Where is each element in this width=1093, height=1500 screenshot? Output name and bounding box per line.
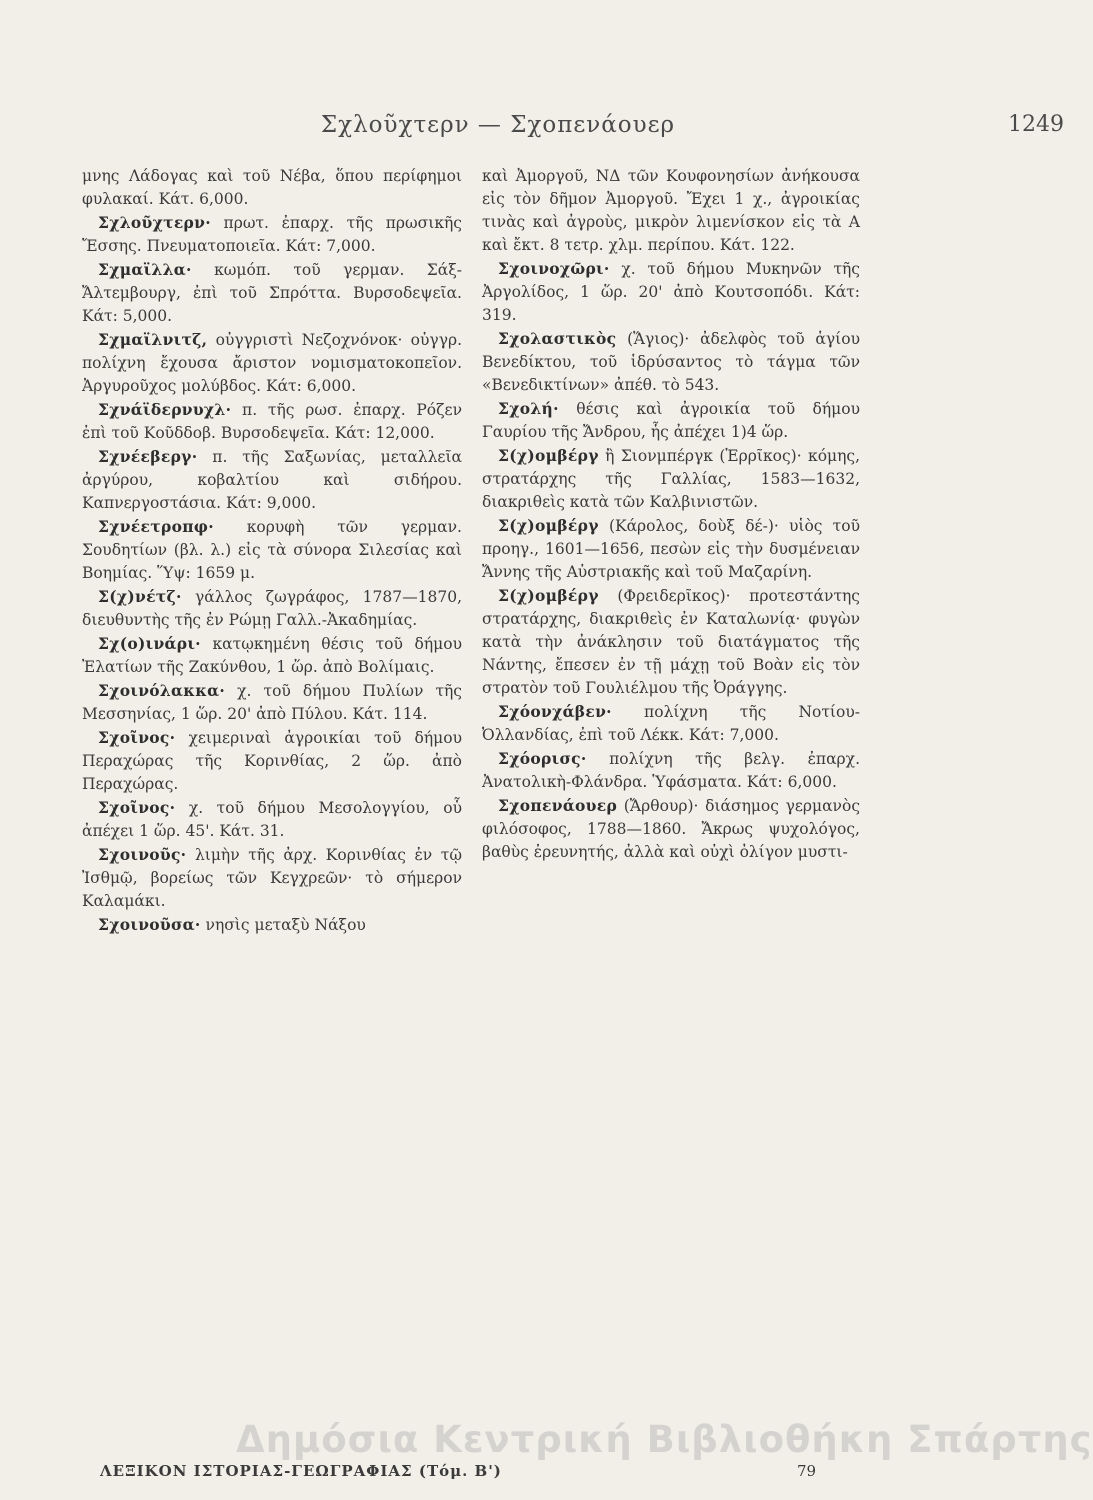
entry-headword: Σχμαϊλλα· [98, 260, 192, 279]
dictionary-entry [482, 794, 860, 864]
entry-text: κωμόπ. τοῦ γερμαν. Σάξ-Ἄλτεμβουργ, ἐπὶ τοῦ Σπρόττα. Βυρσοδεψεῖα. Κάτ: 5,000. [82, 261, 462, 325]
library-watermark: Δημόσια Κεντρική Βιβλιοθήκη Σπάρτης [236, 1418, 1093, 1461]
dictionary-entry [82, 328, 462, 398]
left-column [82, 165, 462, 937]
entry-headword: Σχοινοῦσα· [98, 915, 201, 934]
entry-headword: Σχνέεβεργ· [98, 447, 198, 466]
entry-text: χειμεριναὶ ἀγροικίαι τοῦ δήμου Περαχώρας τῆς Κορινθίας, 2 ὥρ. ἀπὸ Περαχώρας. [82, 729, 462, 793]
dictionary-entry [82, 796, 462, 843]
entry-text: γάλλος ζωγράφος, 1787—1870, διευθυντὴς τῆς ἐν Ρώμῃ Γαλλ.-Ἀκαδημίας. [82, 588, 462, 629]
running-head-title: Σχλοῦχτερν — Σχοπενάουερ [320, 112, 676, 138]
entry-headword: Σχοῖνος· [98, 798, 176, 817]
dictionary-entry [482, 257, 860, 327]
entry-text: χ. τοῦ δήμου Πυλίων τῆς Μεσσηνίας, 1 ὥρ. 20' ἀπὸ Πύλου. Κάτ. 114. [82, 682, 462, 723]
dictionary-entry [82, 843, 462, 913]
entry-headword: Σχλοῦχτερν· [98, 213, 211, 232]
entry-continuation [82, 165, 462, 211]
entry-text: πολίχνη τῆς Νοτίου-Ὀλλανδίας, ἐπὶ τοῦ Λέκκ. Κάτ: 7,000. [482, 703, 860, 744]
entry-headword: Σχοῖνος· [98, 728, 176, 747]
footer-title: ΛΕΞΙΚΟΝ ΙΣΤΟΡΙΑΣ-ΓΕΩΓΡΑΦΙΑΣ (Τόμ. Β') [100, 1462, 502, 1480]
signature-mark: 79 [797, 1462, 817, 1480]
dictionary-entry [82, 585, 462, 632]
entry-headword: Σχοπενάουερ [498, 796, 618, 815]
entry-text: θέσις καὶ ἀγροικία τοῦ δήμου Γαυρίου τῆς Ἄνδρου, ἧς ἀπέχει 1)4 ὥρ. [482, 400, 860, 441]
entry-text: χ. τοῦ δήμου Μυκηνῶν τῆς Ἀργολίδος, 1 ὥρ. 20' ἀπὸ Κουτσοπόδι. Κάτ: 319. [482, 260, 860, 324]
dictionary-entry [82, 445, 462, 515]
entry-text: πολίχνη τῆς βελγ. ἐπαρχ. Ἀνατολικὴ-Φλάνδρα. Ὑφάσματα. Κάτ: 6,000. [482, 750, 860, 791]
entry-text: ἢ Σιονμπέργκ (Ἐρρῖκος)· κόμης, στρατάρχης τῆς Γαλλίας, 1583—1632, διακριθεὶς κατὰ τῶν Καλβινιστῶν. [482, 447, 860, 511]
running-head [0, 112, 1064, 152]
entry-headword: Σχολαστικὸς [498, 329, 617, 348]
dictionary-entry [82, 398, 462, 445]
entry-text: (Ἄρθουρ)· διάσημος γερμανὸς φιλόσοφος, 1788—1860. Ἄκρως ψυχολόγος, βαθὺς ἐρευνητής, ἀλλὰ καὶ οὐχὶ ὀλίγον μυστι- [482, 797, 860, 861]
dictionary-entry [482, 747, 860, 794]
dictionary-entry [482, 327, 860, 397]
dictionary-entry [482, 584, 860, 700]
entry-text: καὶ Ἀμοργοῦ, ΝΔ τῶν Κουφονησίων ἀνήκουσα εἰς τὸν δῆμον Ἀμοργοῦ. Ἔχει 1 χ., ἀγροικίας τινὰς καὶ ἀγροὺς, μικρὸν λιμενίσκον εἰς τὰ Α καὶ ἔκτ. 8 τετρ. χλμ. περίπου. Κάτ. 122. [482, 167, 860, 254]
dictionary-entry [82, 726, 462, 796]
entry-text: λιμὴν τῆς ἀρχ. Κορινθίας ἐν τῷ Ἰσθμῷ, βορείως τῶν Κεγχρεῶν· τὸ σήμερον Καλαμάκι. [82, 846, 462, 910]
entry-text: πρωτ. ἐπαρχ. τῆς πρωσικῆς Ἔσσης. Πνευματοποιεῖα. Κάτ: 7,000. [82, 214, 462, 255]
dictionary-entry [82, 211, 462, 258]
page-footer [82, 1462, 862, 1492]
dictionary-entry [82, 515, 462, 585]
entry-headword: Σχολή· [498, 399, 559, 418]
entry-headword: Σχ(ο)ινάρι· [98, 634, 201, 653]
entry-text: οὐγγριστὶ Νεζοχνόνοκ· οὐγγρ. πολίχνη ἔχουσα ἄριστον νομισματοκοπεῖον. Ἀργυροῦχος μολύβδος. Κάτ: 6,000. [82, 331, 462, 395]
dictionary-entry [82, 679, 462, 726]
dictionary-entry [482, 700, 860, 747]
entry-headword: Σχοινοῦς· [98, 845, 187, 864]
entry-text: κατῳκημένη θέσις τοῦ δήμου Ἐλατίων τῆς Ζακύνθου, 1 ὥρ. ἀπὸ Βολίμαις. [82, 635, 462, 676]
dictionary-entry [482, 444, 860, 514]
dictionary-entry [82, 258, 462, 328]
dictionary-entry [482, 514, 860, 584]
right-column [482, 165, 860, 864]
entry-headword: Σχοινόλακκα· [98, 681, 226, 700]
entry-headword: Σ(χ)ομβέργ [498, 516, 599, 535]
entry-headword: Σ(χ)νέτζ· [98, 587, 182, 606]
dictionary-entry [82, 913, 462, 937]
entry-headword: Σχνάϊδερνυχλ· [98, 400, 232, 419]
entry-continuation [482, 165, 860, 257]
entry-headword: Σ(χ)ομβέργ [498, 586, 599, 605]
entry-text: κορυφὴ τῶν γερμαν. Σουδητίων (βλ. λ.) εἰς τὰ σύνορα Σιλεσίας καὶ Βοημίας. Ὕψ: 1659 μ. [82, 518, 462, 582]
entry-text: μνης Λάδογας καὶ τοῦ Νέβα, ὅπου περίφημοι φυλακαί. Κάτ. 6,000. [82, 167, 462, 208]
entry-headword: Σχνέετροπφ· [98, 517, 214, 536]
entry-text: π. τῆς ρωσ. ἐπαρχ. Ρόζεν ἐπὶ τοῦ Κοῦδδοβ. Βυρσοδεψεῖα. Κάτ: 12,000. [82, 401, 462, 442]
entry-text: νησὶς μεταξὺ Νάξου [200, 916, 366, 934]
entry-headword: Σχόορισς· [498, 749, 587, 768]
dictionary-entry [482, 397, 860, 444]
entry-text: π. τῆς Σαξωνίας, μεταλλεῖα ἀργύρου, κοβαλτίου καὶ σιδήρου. Καπνεργοστάσια. Κάτ: 9,000. [82, 448, 462, 512]
entry-headword: Σχοινοχῶρι· [498, 259, 610, 278]
entry-text: (Ἅγιος)· ἀδελφὸς τοῦ ἁγίου Βενεδίκτου, τοῦ ἱδρύσαντος τὸ τάγμα τῶν «Βενεδικτίνων» ἀπέθ. τὸ 543. [482, 330, 860, 394]
entry-text: (Κάρολος, δοὺξ δέ-)· υἱὸς τοῦ προηγ., 1601—1656, πεσὼν εἰς τὴν δυσμένειαν Ἄννης τῆς Αὐστριακῆς καὶ τοῦ Μαζαρίνη. [482, 517, 860, 581]
entry-headword: Σχόονχάβεν· [498, 702, 612, 721]
entry-headword: Σχμαϊλνιτζ, [98, 330, 208, 349]
dictionary-entry [82, 632, 462, 679]
entry-headword: Σ(χ)ομβέργ [498, 446, 599, 465]
entry-text: (Φρειδερῖκος)· προτεστάντης στρατάρχης, διακριθεὶς ἐν Καταλωνίᾳ· φυγὼν κατὰ τὴν ἀνάκλησιν τοῦ διατάγματος τῆς Νάντης, ἔπεσεν ἐν τῇ μάχῃ τοῦ Βοὰν εἰς τὸν στρατὸν τοῦ Γουλιέλμου τῆς Ὀράγγης. [482, 587, 860, 697]
page-number: 1249 [1008, 112, 1064, 137]
entry-text: χ. τοῦ δήμου Μεσολογγίου, οὗ ἀπέχει 1 ὥρ. 45'. Κάτ. 31. [82, 799, 462, 840]
